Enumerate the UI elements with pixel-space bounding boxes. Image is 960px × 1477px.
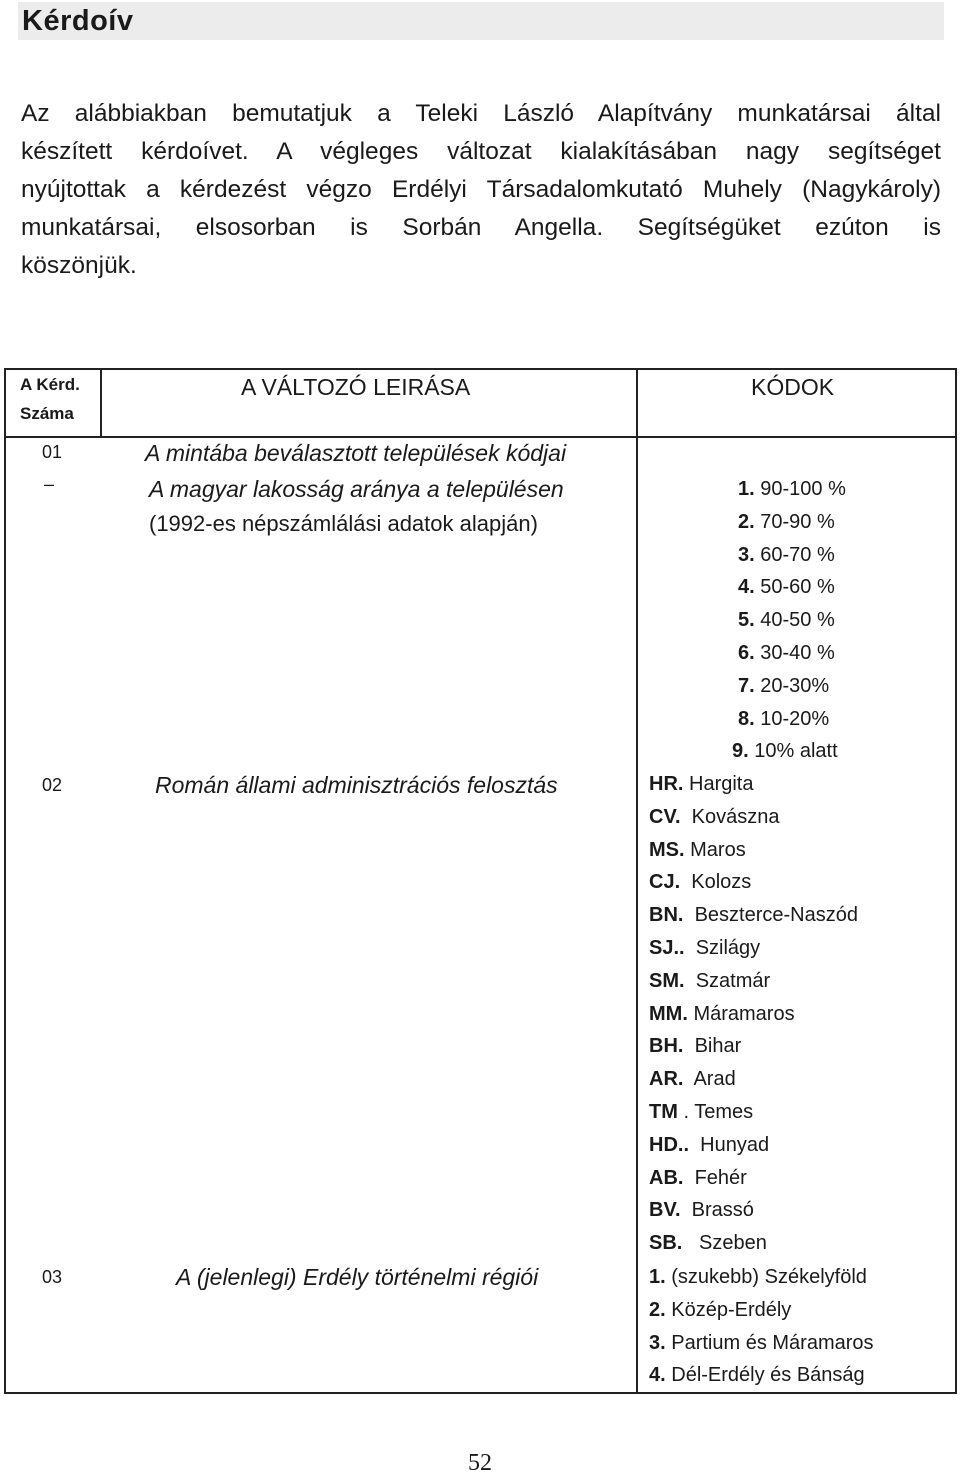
intro-line: készített kérdoívet. A végleges változat kialakításában nagy segítséget <box>21 138 941 165</box>
code-item: AR. Arad <box>649 1068 736 1091</box>
code-item: 8. 10-20% <box>738 707 830 730</box>
row-number: 03 <box>42 1267 63 1287</box>
code-item: BH. Bihar <box>649 1035 742 1058</box>
intro-line: Az alábbiakban bemutatjuk a Teleki László Alapítvány munkatársai által <box>21 100 941 127</box>
divider-horizontal <box>6 436 955 438</box>
intro-line: munkatársai, elsosorban is Sorbán Angella. Segítségüket ezúton is <box>21 214 941 241</box>
code-list <box>649 768 858 1260</box>
code-item: 3. 60-70 % <box>738 543 835 566</box>
row-number: – <box>44 474 55 494</box>
page-title: Kérdoív <box>22 5 134 37</box>
divider-vertical <box>100 370 102 436</box>
row-description: A mintába beválasztott települések kódjai <box>145 440 567 466</box>
code-item: SM. Szatmár <box>649 969 771 992</box>
page-number: 52 <box>468 1450 492 1476</box>
code-item: 3. Partium és Máramaros <box>649 1331 874 1354</box>
intro-line: köszönjük. <box>21 252 137 279</box>
code-item: CJ. Kolozs <box>649 871 752 894</box>
code-item: HR. Hargita <box>649 773 754 795</box>
row-description: A (jelenlegi) Erdély történelmi régiói <box>176 1264 539 1290</box>
code-list <box>732 473 846 768</box>
code-item: HD.. Hunyad <box>649 1133 770 1156</box>
code-item: MS. Maros <box>649 838 746 861</box>
row-description-note: (1992-es népszámlálási adatok alapján) <box>149 511 538 536</box>
code-item: 7. 20-30% <box>738 674 830 697</box>
code-item: 4. 50-60 % <box>738 576 835 599</box>
code-item: MM. Máramaros <box>649 1002 795 1025</box>
header-num-line2: Száma <box>20 404 74 423</box>
code-item: 2. 70-90 % <box>738 510 835 533</box>
code-item: TM . Temes <box>649 1100 754 1123</box>
header-description: A VÁLTOZÓ LEIRÁSA <box>241 374 471 400</box>
row-number: 02 <box>42 775 63 795</box>
intro-line: nyújtottak a kérdezést végzo Erdélyi Társadalomkutató Muhely (Nagykároly) <box>21 176 941 203</box>
code-item: SB. Szeben <box>649 1232 767 1255</box>
code-item: CV. Kovászna <box>649 805 780 828</box>
title-bar <box>18 2 944 40</box>
code-item: AB. Fehér <box>649 1166 747 1189</box>
code-item: BV. Brassó <box>649 1199 754 1222</box>
header-codes: KÓDOK <box>751 374 835 400</box>
row-number: 01 <box>42 442 63 462</box>
code-item: SJ.. Szilágy <box>649 936 761 959</box>
divider-vertical <box>636 370 638 1392</box>
intro-paragraph <box>21 95 941 285</box>
code-item: 5. 40-50 % <box>738 609 835 632</box>
code-item: 6. 30-40 % <box>738 641 835 664</box>
header-num-line1: A Kérd. <box>20 375 80 394</box>
code-item: BN. Beszterce-Naszód <box>649 904 858 927</box>
code-list <box>649 1261 874 1392</box>
code-item: 1. (szukebb) Székelyföld <box>649 1266 867 1288</box>
code-item: 4. Dél-Erdély és Bánság <box>649 1364 865 1387</box>
code-item: 9. 10% alatt <box>732 740 838 763</box>
codebook-table <box>4 368 957 1394</box>
row-description: A magyar lakosság aránya a településen <box>149 476 564 502</box>
code-item: 2. Közép-Erdély <box>649 1298 792 1321</box>
row-description: Román állami adminisztrációs felosztás <box>155 772 558 798</box>
code-item: 1. 90-100 % <box>738 478 846 500</box>
